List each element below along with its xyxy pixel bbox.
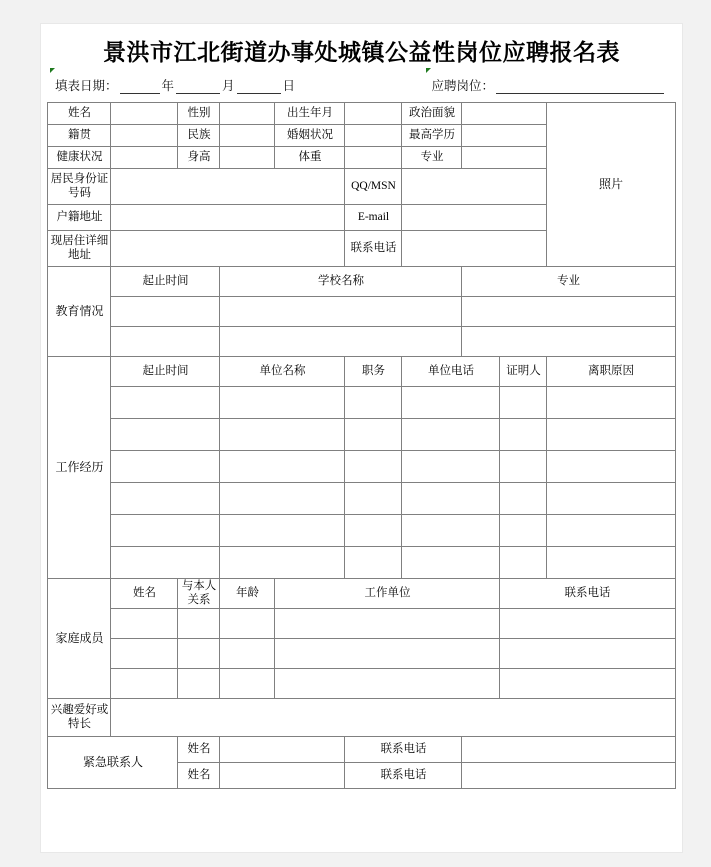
work-cell-period[interactable] [111, 387, 220, 419]
input-political[interactable] [462, 103, 547, 125]
label-ethnicity: 民族 [178, 125, 220, 147]
work-cell-period[interactable] [111, 483, 220, 515]
table-row [48, 387, 675, 419]
family-cell-name[interactable] [111, 639, 178, 669]
work-cell-company-phone[interactable] [402, 419, 500, 451]
education-cell-major[interactable] [462, 297, 675, 327]
label-weight: 体重 [275, 147, 345, 169]
emergency-label-name-1: 姓名 [178, 737, 220, 763]
label-health: 健康状况 [48, 147, 111, 169]
work-cell-company[interactable] [220, 515, 345, 547]
input-hukou-address[interactable] [111, 205, 345, 231]
input-name[interactable] [111, 103, 178, 125]
input-contact-phone[interactable] [402, 231, 547, 267]
table-row [48, 483, 675, 515]
month-unit-label: 月 [222, 79, 235, 93]
education-cell-school[interactable] [220, 327, 462, 357]
table-row [48, 297, 675, 327]
education-cell-period[interactable] [111, 327, 220, 357]
work-cell-period[interactable] [111, 547, 220, 579]
year-unit-label: 年 [161, 79, 175, 93]
year-input[interactable] [120, 82, 160, 94]
comment-marker-icon-2 [426, 68, 431, 73]
label-current-address: 现居住详细地址 [48, 231, 111, 267]
family-cell-workplace[interactable] [275, 639, 500, 669]
education-header-school: 学校名称 [220, 267, 462, 297]
emergency-input-phone-2[interactable] [462, 763, 675, 789]
family-header-name: 姓名 [111, 579, 178, 609]
family-cell-relation[interactable] [178, 609, 220, 639]
work-cell-company-phone[interactable] [402, 483, 500, 515]
family-cell-workplace[interactable] [275, 669, 500, 699]
label-birth: 出生年月 [275, 103, 345, 125]
family-header-phone: 联系电话 [500, 579, 675, 609]
work-cell-company-phone[interactable] [402, 515, 500, 547]
family-cell-relation[interactable] [178, 669, 220, 699]
comment-marker-icon [50, 68, 55, 73]
table-row [48, 737, 675, 763]
table-row [48, 669, 675, 699]
work-cell-position[interactable] [345, 547, 402, 579]
emergency-input-name-1[interactable] [220, 737, 345, 763]
education-cell-school[interactable] [220, 297, 462, 327]
work-cell-position[interactable] [345, 515, 402, 547]
work-cell-period[interactable] [111, 419, 220, 451]
work-header-company: 单位名称 [220, 357, 345, 387]
work-cell-company-phone[interactable] [402, 387, 500, 419]
work-cell-position[interactable] [345, 419, 402, 451]
input-height[interactable] [220, 147, 275, 169]
section-label-education: 教育情况 [48, 267, 111, 357]
family-header-age: 年龄 [220, 579, 275, 609]
work-cell-referee[interactable] [500, 387, 547, 419]
education-cell-period[interactable] [111, 297, 220, 327]
section-label-emergency: 紧急联系人 [48, 737, 178, 789]
work-cell-position[interactable] [345, 451, 402, 483]
table-row [48, 639, 675, 669]
label-gender: 性别 [178, 103, 220, 125]
label-education-level: 最高学历 [402, 125, 462, 147]
family-header-workplace: 工作单位 [275, 579, 500, 609]
table-row [48, 267, 675, 297]
input-education-level[interactable] [462, 125, 547, 147]
family-cell-workplace[interactable] [275, 609, 500, 639]
work-cell-position[interactable] [345, 387, 402, 419]
input-weight[interactable] [345, 147, 402, 169]
work-cell-position[interactable] [345, 483, 402, 515]
family-cell-phone[interactable] [500, 669, 675, 699]
input-ethnicity[interactable] [220, 125, 275, 147]
label-id-number: 居民身份证号码 [48, 169, 111, 205]
family-header-relation: 与本人关系 [178, 579, 220, 609]
emergency-label-phone-2: 联系电话 [345, 763, 462, 789]
label-contact-phone: 联系电话 [345, 231, 402, 267]
label-hukou-address: 户籍地址 [48, 205, 111, 231]
family-cell-age[interactable] [220, 639, 275, 669]
emergency-label-name-2: 姓名 [178, 763, 220, 789]
work-cell-leave-reason[interactable] [547, 419, 675, 451]
table-row [48, 515, 675, 547]
work-cell-leave-reason[interactable] [547, 483, 675, 515]
family-cell-name[interactable] [111, 669, 178, 699]
table-row [48, 419, 675, 451]
education-header-major: 专业 [462, 267, 675, 297]
form-sheet [40, 23, 683, 853]
work-cell-referee[interactable] [500, 451, 547, 483]
section-label-family: 家庭成员 [48, 579, 111, 699]
work-cell-leave-reason[interactable] [547, 547, 675, 579]
label-marital: 婚姻状况 [275, 125, 345, 147]
input-native-place[interactable] [111, 125, 178, 147]
work-header-position: 职务 [345, 357, 402, 387]
input-health[interactable] [111, 147, 178, 169]
work-cell-referee[interactable] [500, 547, 547, 579]
work-cell-period[interactable] [111, 451, 220, 483]
table-row [48, 103, 675, 125]
work-cell-company[interactable] [220, 483, 345, 515]
applied-position-label: 应聘岗位： [431, 79, 494, 93]
input-hobby[interactable] [111, 699, 675, 737]
input-birth[interactable] [345, 103, 402, 125]
label-height: 身高 [178, 147, 220, 169]
label-email: E-mail [345, 205, 402, 231]
label-major: 专业 [402, 147, 462, 169]
emergency-input-phone-1[interactable] [462, 737, 675, 763]
family-cell-relation[interactable] [178, 639, 220, 669]
family-cell-name[interactable] [111, 609, 178, 639]
input-current-address[interactable] [111, 231, 345, 267]
table-row [48, 609, 675, 639]
work-header-leave-reason: 离职原因 [547, 357, 675, 387]
input-qq-msn[interactable] [402, 169, 547, 205]
day-input[interactable] [237, 82, 281, 94]
work-cell-company[interactable] [220, 547, 345, 579]
label-qq-msn: QQ/MSN [345, 169, 402, 205]
application-form-table [47, 102, 675, 789]
table-row [48, 579, 675, 609]
family-cell-phone[interactable] [500, 639, 675, 669]
month-input[interactable] [176, 82, 220, 94]
work-cell-leave-reason[interactable] [547, 451, 675, 483]
work-cell-company-phone[interactable] [402, 451, 500, 483]
label-native-place: 籍贯 [48, 125, 111, 147]
section-label-work: 工作经历 [48, 357, 111, 579]
table-row [48, 357, 675, 387]
work-cell-referee[interactable] [500, 419, 547, 451]
emergency-input-name-2[interactable] [220, 763, 345, 789]
work-cell-referee[interactable] [500, 515, 547, 547]
input-id-number[interactable] [111, 169, 345, 205]
photo-placeholder[interactable]: 照片 [547, 103, 675, 267]
education-cell-major[interactable] [462, 327, 675, 357]
work-cell-company-phone[interactable] [402, 547, 500, 579]
applied-position-input[interactable] [496, 82, 664, 94]
family-cell-phone[interactable] [500, 609, 675, 639]
day-unit-label: 日 [282, 79, 296, 93]
fill-date-field[interactable] [55, 76, 295, 94]
applied-position-field[interactable] [431, 76, 666, 94]
input-email[interactable] [402, 205, 547, 231]
input-marital[interactable] [345, 125, 402, 147]
label-name: 姓名 [48, 103, 111, 125]
table-row [48, 547, 675, 579]
work-cell-company[interactable] [220, 419, 345, 451]
table-row [48, 699, 675, 737]
input-gender[interactable] [220, 103, 275, 125]
work-cell-leave-reason[interactable] [547, 387, 675, 419]
work-header-period: 起止时间 [111, 357, 220, 387]
work-header-company-phone: 单位电话 [402, 357, 500, 387]
table-row [48, 451, 675, 483]
work-cell-company[interactable] [220, 387, 345, 419]
label-political: 政治面貌 [402, 103, 462, 125]
work-cell-leave-reason[interactable] [547, 515, 675, 547]
work-cell-company[interactable] [220, 451, 345, 483]
page-title: 景洪市江北街道办事处城镇公益性岗位应聘报名表 [103, 40, 620, 65]
label-hobby: 兴趣爱好或特长 [48, 699, 111, 737]
education-header-period: 起止时间 [111, 267, 220, 297]
work-cell-referee[interactable] [500, 483, 547, 515]
work-header-referee: 证明人 [500, 357, 547, 387]
fill-date-label: 填表日期： [55, 79, 118, 93]
table-row [48, 327, 675, 357]
family-cell-age[interactable] [220, 669, 275, 699]
work-cell-period[interactable] [111, 515, 220, 547]
input-major[interactable] [462, 147, 547, 169]
emergency-label-phone-1: 联系电话 [345, 737, 462, 763]
form-header-line [41, 73, 682, 100]
family-cell-age[interactable] [220, 609, 275, 639]
